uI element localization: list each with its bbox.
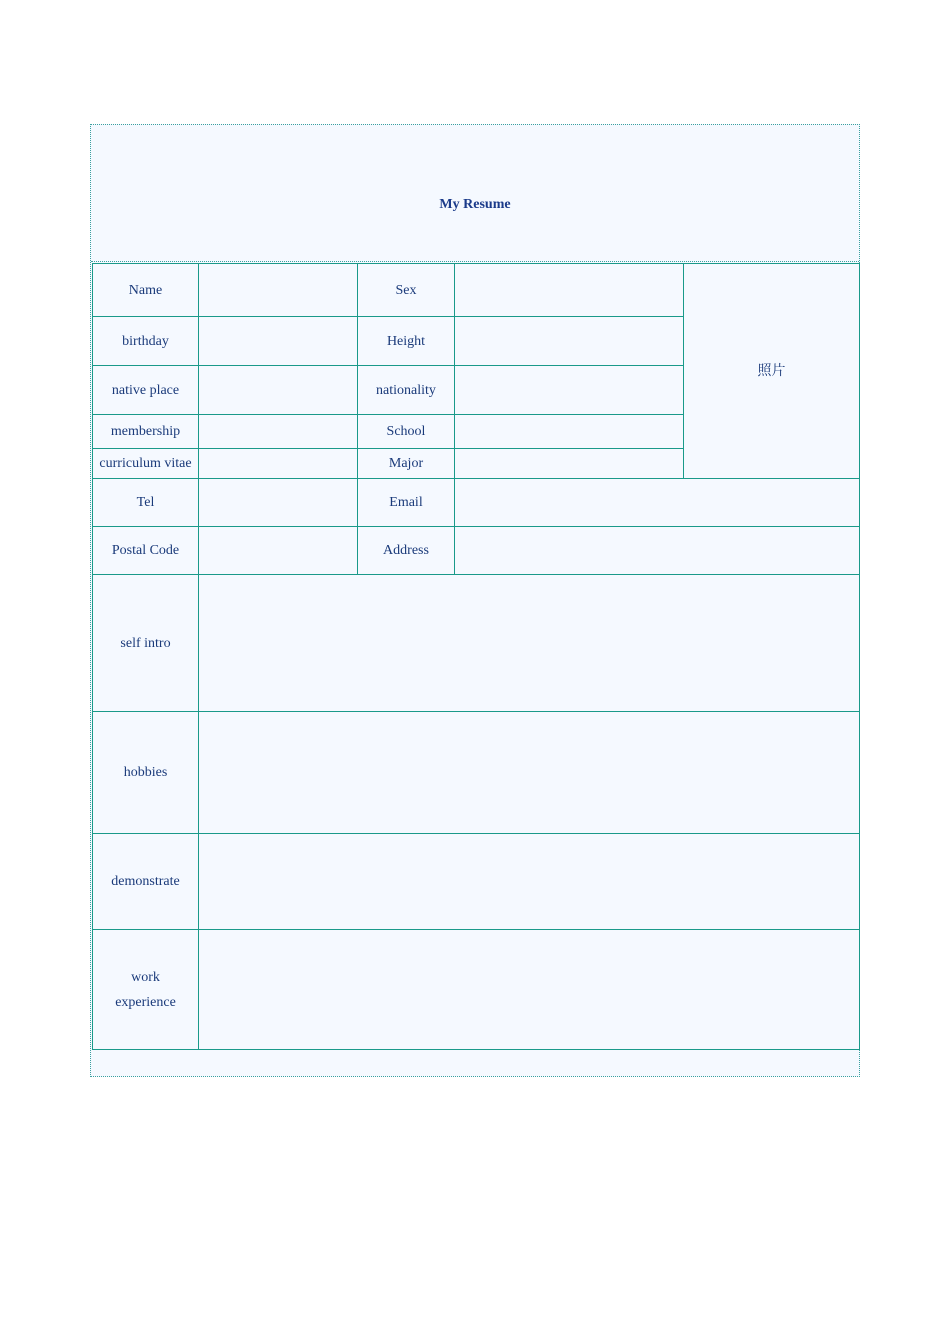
page-title: My Resume	[439, 197, 511, 212]
label-birthday: birthday	[93, 317, 199, 366]
label-major: Major	[358, 449, 455, 479]
label-work-experience-line2: experience	[115, 994, 176, 1010]
label-height: Height	[358, 317, 455, 366]
value-self-intro[interactable]	[199, 575, 860, 712]
value-curriculum-vitae[interactable]	[199, 449, 358, 479]
label-membership: membership	[93, 415, 199, 449]
value-membership[interactable]	[199, 415, 358, 449]
value-tel[interactable]	[199, 479, 358, 527]
label-address: Address	[358, 527, 455, 575]
label-name: Name	[93, 264, 199, 317]
value-email[interactable]	[455, 479, 860, 527]
label-work-experience-line1: work	[131, 969, 160, 985]
label-tel: Tel	[93, 479, 199, 527]
value-hobbies[interactable]	[199, 712, 860, 834]
value-major[interactable]	[455, 449, 684, 479]
value-height[interactable]	[455, 317, 684, 366]
value-work-experience[interactable]	[199, 930, 860, 1050]
label-work-experience	[93, 930, 199, 1050]
value-nationality[interactable]	[455, 366, 684, 415]
value-school[interactable]	[455, 415, 684, 449]
label-email: Email	[358, 479, 455, 527]
label-native-place: native place	[93, 366, 199, 415]
value-native-place[interactable]	[199, 366, 358, 415]
label-self-intro: self intro	[93, 575, 199, 712]
label-demonstrate: demonstrate	[93, 834, 199, 930]
label-hobbies: hobbies	[93, 712, 199, 834]
resume-frame	[90, 124, 860, 1077]
value-demonstrate[interactable]	[199, 834, 860, 930]
label-nationality: nationality	[358, 366, 455, 415]
title-area	[91, 125, 859, 262]
value-sex[interactable]	[455, 264, 684, 317]
value-name[interactable]	[199, 264, 358, 317]
value-address[interactable]	[455, 527, 860, 575]
value-birthday[interactable]	[199, 317, 358, 366]
resume-table	[92, 263, 860, 1050]
label-curriculum-vitae: curriculum vitae	[93, 449, 199, 479]
label-school: School	[358, 415, 455, 449]
value-postal-code[interactable]	[199, 527, 358, 575]
label-postal-code: Postal Code	[93, 527, 199, 575]
label-sex: Sex	[358, 264, 455, 317]
photo-placeholder[interactable]: 照片	[684, 264, 860, 479]
